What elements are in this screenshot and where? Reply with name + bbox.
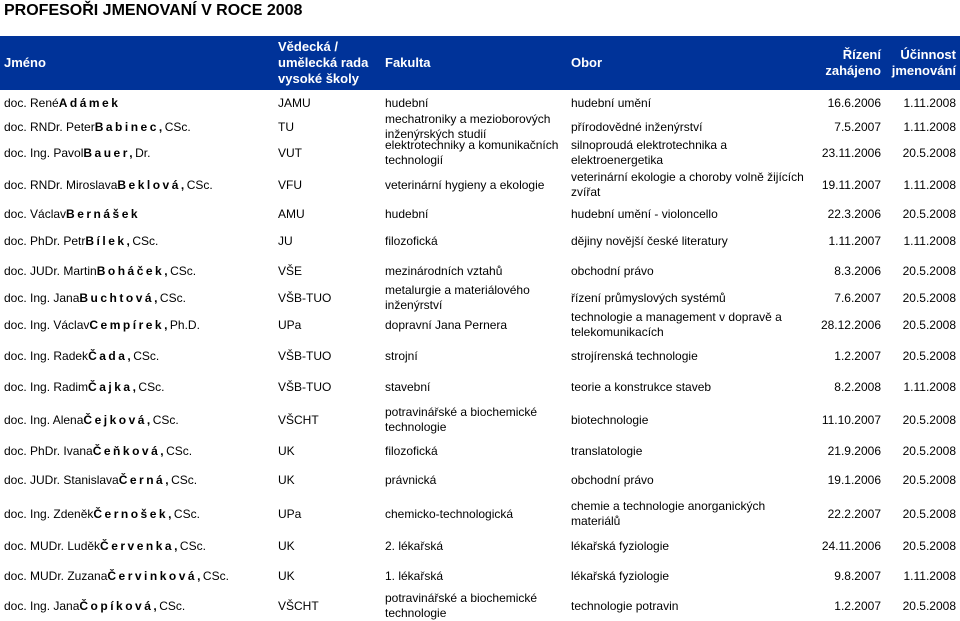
name-suffix: CSc. bbox=[159, 598, 186, 613]
table-row bbox=[0, 438, 960, 464]
cell-effective: 20.5.2008 bbox=[902, 412, 956, 427]
cell-name bbox=[4, 138, 274, 168]
cell-school: VFU bbox=[278, 177, 302, 192]
cell-school: VŠB-TUO bbox=[278, 290, 332, 305]
table-row bbox=[0, 256, 960, 286]
surname: Cempírek, bbox=[89, 317, 170, 332]
cell-start: 1.2.2007 bbox=[834, 348, 881, 363]
header-school: Vědecká / umělecká rada vysoké školy bbox=[278, 39, 369, 86]
cell-faculty: potravinářské a biochemické technologie bbox=[385, 405, 538, 434]
cell-start: 22.2.2007 bbox=[827, 506, 881, 521]
surname: Adámek bbox=[58, 95, 121, 110]
cell-start: 1.2.2007 bbox=[834, 598, 881, 613]
table-row bbox=[0, 138, 960, 168]
name-suffix: CSc. bbox=[166, 443, 193, 458]
cell-faculty: filozofická bbox=[385, 233, 438, 248]
cell-school: VŠCHT bbox=[278, 412, 319, 427]
cell-faculty: chemicko-technologická bbox=[385, 506, 514, 521]
cell-effective: 1.11.2008 bbox=[903, 119, 956, 134]
cell-name bbox=[4, 438, 274, 464]
name-prefix: doc. Ing. Pavol bbox=[4, 145, 84, 160]
surname: Červenka, bbox=[100, 538, 180, 553]
cell-field: biotechnologie bbox=[571, 412, 649, 427]
cell-effective: 1.11.2008 bbox=[903, 95, 956, 110]
cell-field: silnoproudá elektrotechnika a elektroenergetika bbox=[571, 138, 728, 167]
cell-faculty: mechatroniky a mezioborových inženýrských studií bbox=[385, 112, 551, 141]
cell-effective: 1.11.2008 bbox=[903, 379, 956, 394]
surname: Bílek, bbox=[85, 233, 133, 248]
surname: Červinková, bbox=[107, 568, 203, 583]
name-suffix: CSc. bbox=[138, 379, 165, 394]
cell-start: 19.11.2007 bbox=[821, 177, 881, 192]
cell-field: veterinární ekologie a choroby volně žijících zvířat bbox=[571, 170, 804, 199]
cell-name bbox=[4, 256, 274, 286]
surname: Buchtová, bbox=[79, 290, 160, 305]
table-header bbox=[0, 36, 960, 90]
cell-faculty: potravinářské a biochemické technologie bbox=[385, 591, 538, 620]
surname: Čeňková, bbox=[92, 443, 167, 458]
surname: Černošek, bbox=[93, 506, 174, 521]
name-suffix: CSc. bbox=[133, 348, 160, 363]
cell-name bbox=[4, 202, 274, 226]
table-row bbox=[0, 372, 960, 402]
cell-effective: 20.5.2008 bbox=[902, 206, 956, 221]
name-prefix: doc. Ing. Jana bbox=[4, 598, 80, 613]
table-row bbox=[0, 496, 960, 532]
cell-faculty: právnická bbox=[385, 472, 437, 487]
cell-school: UPa bbox=[278, 506, 302, 521]
cell-name bbox=[4, 226, 274, 256]
cell-name bbox=[4, 372, 274, 402]
name-prefix: doc. Ing. Radek bbox=[4, 348, 89, 363]
cell-name bbox=[4, 496, 274, 532]
surname: Čajka, bbox=[88, 379, 139, 394]
cell-field: technologie a management v dopravě a telekomunikacích bbox=[571, 310, 782, 339]
cell-faculty: 2. lékařská bbox=[385, 538, 444, 553]
cell-faculty: metalurgie a materiálového inženýrství bbox=[385, 283, 530, 312]
table-row bbox=[0, 310, 960, 340]
name-prefix: doc. RNDr. Miroslava bbox=[4, 177, 118, 192]
cell-start: 24.11.2006 bbox=[821, 538, 881, 553]
cell-field: strojírenská technologie bbox=[571, 348, 698, 363]
cell-faculty: dopravní Jana Pernera bbox=[385, 317, 508, 332]
table-row bbox=[0, 592, 960, 620]
name-suffix: CSc. bbox=[152, 412, 179, 427]
cell-start: 21.9.2006 bbox=[827, 443, 881, 458]
name-suffix: CSc. bbox=[159, 290, 186, 305]
cell-field: dějiny novější české literatury bbox=[571, 233, 728, 248]
table-row bbox=[0, 402, 960, 438]
cell-effective: 1.11.2008 bbox=[903, 233, 956, 248]
cell-start: 8.3.2006 bbox=[834, 263, 881, 278]
name-suffix: CSc. bbox=[179, 538, 206, 553]
cell-faculty: hudební bbox=[385, 206, 429, 221]
cell-school: VŠB-TUO bbox=[278, 348, 332, 363]
cell-effective: 20.5.2008 bbox=[902, 598, 956, 613]
cell-school: UPa bbox=[278, 317, 302, 332]
name-prefix: doc. Ing. Alena bbox=[4, 412, 84, 427]
cell-name bbox=[4, 310, 274, 340]
surname: Čejková, bbox=[83, 412, 153, 427]
cell-effective: 20.5.2008 bbox=[902, 263, 956, 278]
name-suffix: CSc. bbox=[202, 568, 229, 583]
cell-name bbox=[4, 402, 274, 438]
table-body bbox=[0, 90, 960, 620]
cell-faculty: elektrotechniky a komunikačních technologií bbox=[385, 138, 559, 167]
surname: Černá, bbox=[118, 472, 172, 487]
cell-start: 7.5.2007 bbox=[834, 119, 881, 134]
cell-field: hudební umění bbox=[571, 95, 652, 110]
cell-name bbox=[4, 560, 274, 592]
cell-start: 23.11.2006 bbox=[821, 145, 881, 160]
cell-name bbox=[4, 532, 274, 560]
cell-school: UK bbox=[278, 443, 295, 458]
table-row bbox=[0, 202, 960, 226]
cell-name bbox=[4, 592, 274, 620]
cell-school: VŠCHT bbox=[278, 598, 319, 613]
name-prefix: doc. Ing. Jana bbox=[4, 290, 80, 305]
cell-effective: 20.5.2008 bbox=[902, 145, 956, 160]
cell-name bbox=[4, 286, 274, 310]
name-suffix: CSc. bbox=[173, 506, 200, 521]
cell-start: 7.6.2007 bbox=[834, 290, 881, 305]
cell-start: 9.8.2007 bbox=[834, 568, 881, 583]
cell-field: chemie a technologie anorganických materiálů bbox=[571, 499, 766, 528]
name-suffix: CSc. bbox=[186, 177, 213, 192]
cell-faculty: mezinárodních vztahů bbox=[385, 263, 503, 278]
page-title: PROFESOŘI JMENOVANÍ V ROCE 2008 bbox=[4, 2, 303, 19]
name-suffix: Dr. bbox=[135, 145, 151, 160]
cell-school: AMU bbox=[278, 206, 305, 221]
cell-effective: 1.11.2008 bbox=[903, 177, 956, 192]
cell-faculty: veterinární hygieny a ekologie bbox=[385, 177, 545, 192]
name-prefix: doc. MUDr. Zuzana bbox=[4, 568, 108, 583]
cell-field: řízení průmyslových systémů bbox=[571, 290, 726, 305]
header-field: Obor bbox=[571, 55, 603, 70]
cell-school: VŠB-TUO bbox=[278, 379, 332, 394]
cell-field: obchodní právo bbox=[571, 472, 654, 487]
name-suffix: CSc. bbox=[132, 233, 159, 248]
table-row bbox=[0, 112, 960, 141]
surname: Bernášek bbox=[66, 206, 141, 221]
cell-school: VŠE bbox=[278, 263, 303, 278]
cell-field: translatologie bbox=[571, 443, 643, 458]
cell-effective: 20.5.2008 bbox=[902, 538, 956, 553]
table-row bbox=[0, 532, 960, 560]
cell-effective: 1.11.2008 bbox=[903, 568, 956, 583]
surname: Bauer, bbox=[83, 145, 136, 160]
cell-start: 8.2.2008 bbox=[834, 379, 881, 394]
surname: Čada, bbox=[88, 348, 134, 363]
cell-start: 22.3.2006 bbox=[827, 206, 881, 221]
surname: Beklová, bbox=[117, 177, 187, 192]
cell-name bbox=[4, 116, 274, 138]
name-prefix: doc. MUDr. Luděk bbox=[4, 538, 101, 553]
table-row bbox=[0, 283, 960, 312]
table-row bbox=[0, 226, 960, 256]
name-prefix: doc. Ing. Václav bbox=[4, 317, 90, 332]
header-faculty: Fakulta bbox=[385, 55, 431, 70]
cell-faculty: filozofická bbox=[385, 443, 438, 458]
surname: Boháček, bbox=[96, 263, 171, 278]
header-effective: Účinnost jmenování bbox=[891, 47, 956, 78]
header-name: Jméno bbox=[4, 55, 46, 70]
name-suffix: CSc. bbox=[170, 263, 197, 278]
cell-school: UK bbox=[278, 568, 295, 583]
cell-school: UK bbox=[278, 472, 295, 487]
name-prefix: doc. René bbox=[4, 95, 59, 110]
cell-school: JU bbox=[278, 233, 293, 248]
cell-faculty: strojní bbox=[385, 348, 418, 363]
cell-start: 19.1.2006 bbox=[827, 472, 881, 487]
cell-school: TU bbox=[278, 119, 294, 134]
cell-effective: 20.5.2008 bbox=[902, 472, 956, 487]
cell-name bbox=[4, 464, 274, 496]
cell-field: obchodní právo bbox=[571, 263, 654, 278]
cell-effective: 20.5.2008 bbox=[902, 317, 956, 332]
cell-field: lékařská fyziologie bbox=[571, 568, 670, 583]
surname: Čopíková, bbox=[79, 598, 160, 613]
name-suffix: CSc. bbox=[164, 119, 191, 134]
cell-field: teorie a konstrukce staveb bbox=[571, 379, 712, 394]
cell-effective: 20.5.2008 bbox=[902, 290, 956, 305]
cell-effective: 20.5.2008 bbox=[902, 348, 956, 363]
cell-start: 1.11.2007 bbox=[828, 233, 881, 248]
cell-start: 16.6.2006 bbox=[827, 95, 881, 110]
name-prefix: doc. PhDr. Ivana bbox=[4, 443, 93, 458]
table-row bbox=[0, 340, 960, 372]
name-suffix: Ph.D. bbox=[169, 317, 200, 332]
name-prefix: doc. JUDr. Martin bbox=[4, 263, 97, 278]
cell-school: VUT bbox=[278, 145, 302, 160]
cell-start: 28.12.2006 bbox=[820, 317, 881, 332]
cell-faculty: hudební bbox=[385, 95, 429, 110]
name-prefix: doc. Václav bbox=[4, 206, 67, 221]
cell-name bbox=[4, 340, 274, 372]
cell-name bbox=[4, 90, 274, 116]
table-row bbox=[0, 560, 960, 592]
table-row bbox=[0, 168, 960, 202]
cell-start: 11.10.2007 bbox=[821, 412, 881, 427]
name-suffix: CSc. bbox=[171, 472, 198, 487]
cell-school: JAMU bbox=[278, 95, 311, 110]
cell-faculty: stavební bbox=[385, 379, 431, 394]
name-prefix: doc. Ing. Zdeněk bbox=[4, 506, 94, 521]
cell-faculty: 1. lékařská bbox=[385, 568, 444, 583]
cell-field: lékařská fyziologie bbox=[571, 538, 670, 553]
header-start: Řízení zahájeno bbox=[825, 47, 881, 78]
cell-field: hudební umění - violoncello bbox=[571, 206, 718, 221]
cell-field: přírodovědné inženýrství bbox=[571, 119, 703, 134]
name-prefix: doc. JUDr. Stanislava bbox=[4, 472, 119, 487]
cell-effective: 20.5.2008 bbox=[902, 443, 956, 458]
cell-school: UK bbox=[278, 538, 295, 553]
surname: Babinec, bbox=[94, 119, 165, 134]
table-row bbox=[0, 464, 960, 496]
cell-field: technologie potravin bbox=[571, 598, 679, 613]
name-prefix: doc. Ing. Radim bbox=[4, 379, 89, 394]
cell-name bbox=[4, 168, 274, 202]
name-prefix: doc. PhDr. Petr bbox=[4, 233, 86, 248]
name-prefix: doc. RNDr. Peter bbox=[4, 119, 95, 134]
cell-effective: 20.5.2008 bbox=[902, 506, 956, 521]
